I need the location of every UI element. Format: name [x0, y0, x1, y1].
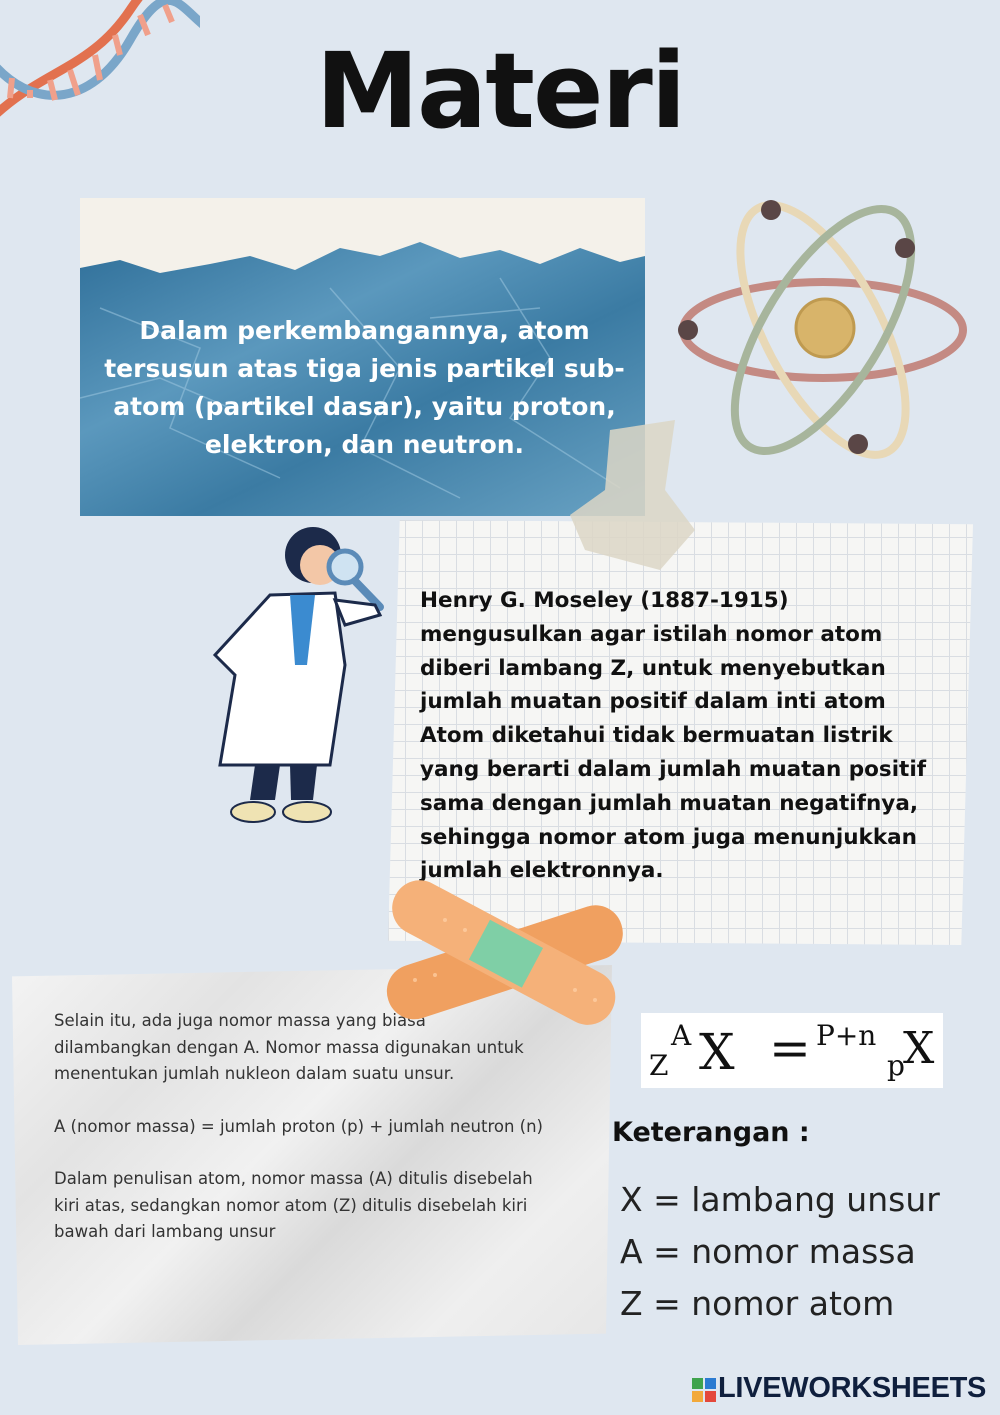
- mass-paragraph-3: Dalam penulisan atom, nomor massa (A) ditulis disebelah kiri atas, sedangkan nomor atom (Z) ditulis disebelah kiri bawah dari lambang unsur: [54, 1169, 533, 1241]
- mass-number-text: [54, 1008, 544, 1272]
- keterangan-item-x: X = lambang unsur: [620, 1180, 940, 1219]
- bandage-icon: [375, 880, 630, 1030]
- formula-p: p: [887, 1049, 905, 1082]
- page-title: Materi: [315, 30, 685, 152]
- formula-symbol-right: X: [903, 1023, 935, 1074]
- keterangan-item-a: A = nomor massa: [620, 1232, 916, 1271]
- atom-icon: [670, 192, 980, 472]
- mass-paragraph-1: Selain itu, ada juga nomor massa yang biasa dilambangkan dengan A. Nomor massa digunakan untuk menentukan jumlah nukleon dalam suatu unsur.: [54, 1011, 524, 1083]
- formula-p-plus-n: P+n: [816, 1019, 877, 1052]
- liveworksheets-brand[interactable]: LIVEWORKSHEETS: [718, 1372, 987, 1404]
- atomic-notation-formula: [641, 1013, 943, 1088]
- mass-paragraph-2: A (nomor massa) = jumlah proton (p) + jumlah neutron (n): [54, 1116, 543, 1136]
- intro-text: Dalam perkembangannya, atom tersusun atas tiga jenis partikel sub-atom (partikel dasar), yaitu proton, elektron, dan neutron.: [104, 316, 625, 459]
- tape-icon: [565, 420, 705, 570]
- moseley-text: Henry G. Moseley (1887-1915) mengusulkan agar istilah nomor atom diberi lambang Z, untuk menyebutkan jumlah muatan positif dalam inti atom Atom diketahui tidak bermuatan listrik yang berarti dalam jumlah muatan positif sama dengan jumlah muatan negatifnya, sehingga nomor atom juga menunjukkan jumlah elektronnya.: [420, 588, 927, 884]
- formula-mass-number: A: [671, 1019, 692, 1052]
- keterangan-heading: Keterangan :: [612, 1117, 810, 1148]
- formula-atomic-number: Z: [649, 1049, 669, 1082]
- scientist-illustration-icon: [195, 515, 395, 830]
- formula-equals: =: [769, 1019, 811, 1077]
- keterangan-item-z: Z = nomor atom: [620, 1284, 895, 1323]
- formula-symbol-left: X: [699, 1023, 735, 1081]
- liveworksheets-logo-icon: [692, 1378, 716, 1402]
